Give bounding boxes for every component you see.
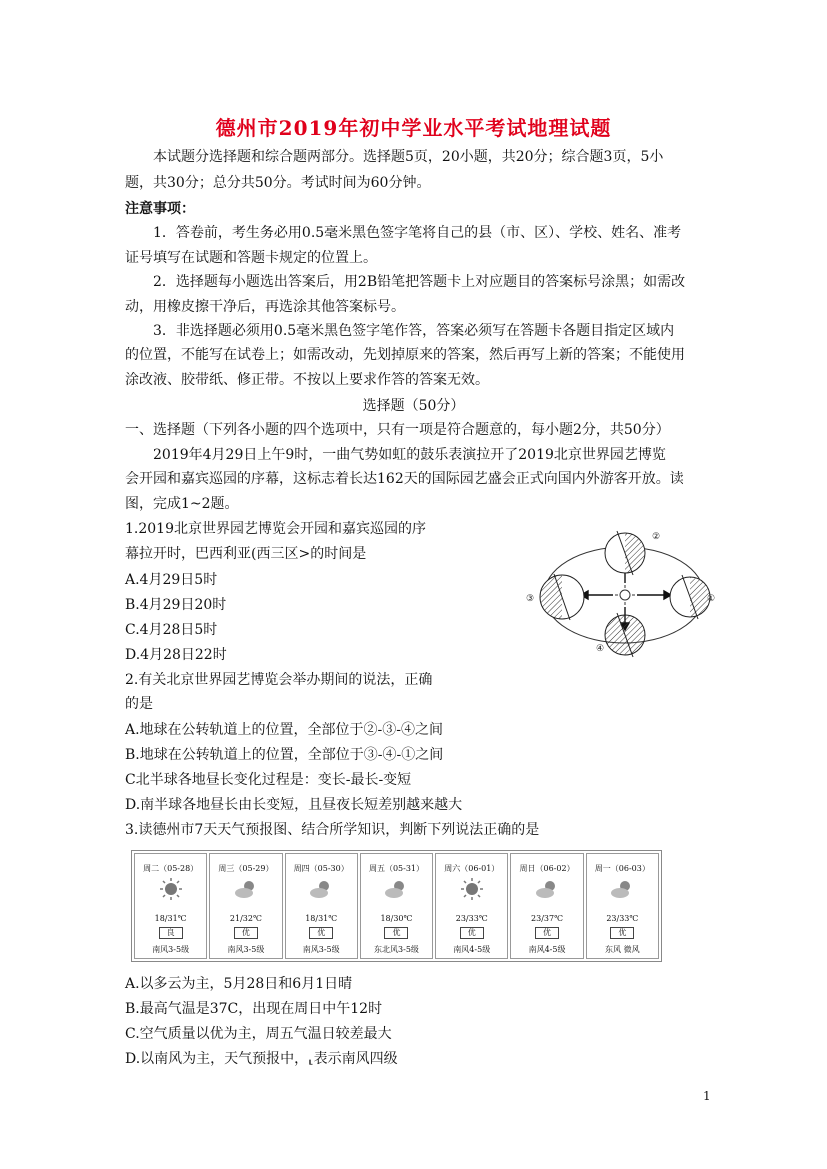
air-quality-badge: 优 — [309, 927, 333, 939]
forecast-wind: 南风4-5级 — [453, 945, 491, 954]
passage-line: 图，完成1~2题。 — [125, 496, 239, 512]
forecast-temp: 23/37℃ — [531, 914, 564, 923]
note-line: 3．非选择题必须用0.5毫米黑色签字笔作答，答案必须写在答题卡各题目指定区域内 — [153, 323, 675, 339]
orbit-label-4: ④ — [596, 644, 605, 654]
air-quality-badge: 优 — [535, 927, 559, 939]
forecast-day — [510, 853, 583, 959]
q2-stem: 2.有关北京世界园艺博览会举办期间的说法，正确 — [125, 672, 433, 688]
note-line: 动，用橡皮擦干净后，再选涂其他答案标号。 — [125, 299, 405, 315]
q1-option-c: C.4月28日5时 — [125, 622, 218, 638]
cloudy-icon — [232, 878, 260, 900]
q2-option-d: D.南半球各地昼长由长变短，且昼夜长短差别越来越大 — [125, 797, 463, 813]
forecast-date: 周五（05-31） — [368, 864, 425, 873]
sun-icon — [157, 878, 185, 900]
q2-option-a: A.地球在公转轨道上的位置，全部位于②-③-④之间 — [125, 722, 444, 738]
cloudy-icon — [382, 878, 410, 900]
air-quality-badge: 优 — [610, 927, 634, 939]
weather-forecast-panel — [131, 850, 662, 962]
forecast-wind: 东北风3-5级 — [374, 945, 419, 954]
forecast-wind: 南风3-5级 — [152, 945, 190, 954]
forecast-day — [586, 853, 659, 959]
earth-position-1 — [670, 575, 710, 619]
note-line: 涂改液、胶带纸、修正带。不按以上要求作答的答案无效。 — [125, 372, 489, 388]
forecast-temp: 23/33℃ — [606, 914, 639, 923]
forecast-date: 周六（06-01） — [444, 864, 500, 873]
earth-position-4 — [605, 613, 645, 657]
intro-line-1: 本试题分选择题和综合题两部分。选择题5页，20小题，共20分；综合题3页，5小 — [153, 149, 664, 165]
earth-position-3 — [540, 574, 584, 620]
forecast-date: 周二（05-28） — [143, 864, 199, 873]
forecast-wind: 南风3-5级 — [302, 945, 340, 954]
forecast-day — [134, 853, 207, 959]
q2-option-c: C北半球各地昼长变化过程是：变长-最长-变短 — [125, 772, 412, 788]
orbit-label-3: ③ — [526, 594, 535, 604]
earth-orbit-diagram — [524, 523, 718, 663]
forecast-temp: 21/32℃ — [229, 914, 262, 923]
air-quality-badge: 优 — [384, 927, 408, 939]
forecast-date: 周一（06-03） — [594, 864, 650, 873]
cloudy-icon — [608, 878, 636, 900]
orbit-label-2: ② — [652, 532, 661, 542]
note-line: 1．答卷前，考生务必用0.5毫米黑色签字笔将自己的县（市、区）、学校、姓名、准考 — [153, 225, 682, 241]
q3-option-d: D.以南风为主，天气预报中，⸤表示南风四级 — [125, 1051, 398, 1067]
q3-option-b: B.最高气温是37C，出现在周日中午12时 — [125, 1001, 383, 1017]
q1-stem: 幕拉开时，巴西利亚(西三区>的时间是 — [125, 546, 367, 562]
q1-option-a: A.4月29日5时 — [125, 572, 218, 588]
forecast-date: 周三（05-29） — [218, 864, 274, 873]
forecast-day — [435, 853, 508, 959]
forecast-date: 周日（06-02） — [519, 864, 575, 873]
q3-option-a: A.以多云为主，5月28日和6月1日晴 — [125, 976, 353, 992]
intro-line-2: 题，共30分；总分共50分。考试时间为60分钟。 — [125, 175, 431, 191]
cloudy-icon — [307, 878, 335, 900]
forecast-temp: 18/31℃ — [305, 914, 338, 923]
forecast-wind: 南风3-5级 — [227, 945, 265, 954]
air-quality-badge: 优 — [234, 927, 258, 939]
q1-option-d: D.4月28日22时 — [125, 647, 227, 663]
forecast-wind: 东风 微风 — [605, 945, 640, 954]
forecast-day — [209, 853, 282, 959]
note-line: 证号填写在试题和答题卡规定的位置上。 — [125, 250, 377, 266]
forecast-day — [285, 853, 358, 959]
section-title: 选择题（50分） — [362, 398, 465, 414]
page-number: 1 — [703, 1089, 711, 1103]
forecast-temp: 18/30℃ — [380, 914, 413, 923]
forecast-temp: 18/31℃ — [154, 914, 187, 923]
q1-stem: 1.2019北京世界园艺博览会开园和嘉宾巡园的序 — [125, 521, 426, 537]
section-instructions: 一、选择题（下列各小题的四个选项中，只有一项是符合题意的，每小题2分，共50分） — [125, 422, 670, 438]
passage-line: 2019年4月29日上午9时，一曲气势如虹的鼓乐表演拉开了2019北京世界园艺博览 — [153, 447, 666, 463]
forecast-wind: 南风4-5级 — [528, 945, 566, 954]
q2-option-b: B.地球在公转轨道上的位置，全部位于③-④-①之间 — [125, 747, 444, 763]
forecast-day — [360, 853, 433, 959]
q3-option-c: C.空气质量以优为主，周五气温日较差最大 — [125, 1026, 392, 1042]
cloudy-icon — [533, 878, 561, 900]
sun-icon — [458, 878, 486, 900]
air-quality-badge: 优 — [460, 927, 484, 939]
exam-title: 德州市2019年初中学业水平考试地理试题 — [215, 116, 612, 140]
air-quality-badge: 良 — [159, 927, 183, 939]
passage-line: 会开园和嘉宾巡园的序幕，这标志着长达162天的国际园艺盛会正式向国内外游客开放。读 — [125, 471, 684, 487]
forecast-temp: 23/33℃ — [455, 914, 488, 923]
orbit-label-1: ① — [707, 594, 716, 604]
q1-option-b: B.4月29日20时 — [125, 597, 227, 613]
q3-stem: 3.读德州市7天天气预报图、结合所学知识，判断下列说法正确的是 — [125, 822, 540, 838]
earth-position-2 — [605, 531, 645, 575]
sun-icon — [615, 585, 635, 605]
note-line: 的位置，不能写在试卷上；如需改动，先划掉原来的答案，然后再写上新的答案；不能使用 — [125, 347, 685, 363]
note-line: 2．选择题每小题选出答案后，用2B铅笔把答题卡上对应题目的答案标号涂黑；如需改 — [153, 274, 686, 290]
q2-stem: 的是 — [125, 696, 153, 712]
notes-heading: 注意事项： — [125, 201, 195, 217]
forecast-date: 周四（05-30） — [293, 864, 349, 873]
